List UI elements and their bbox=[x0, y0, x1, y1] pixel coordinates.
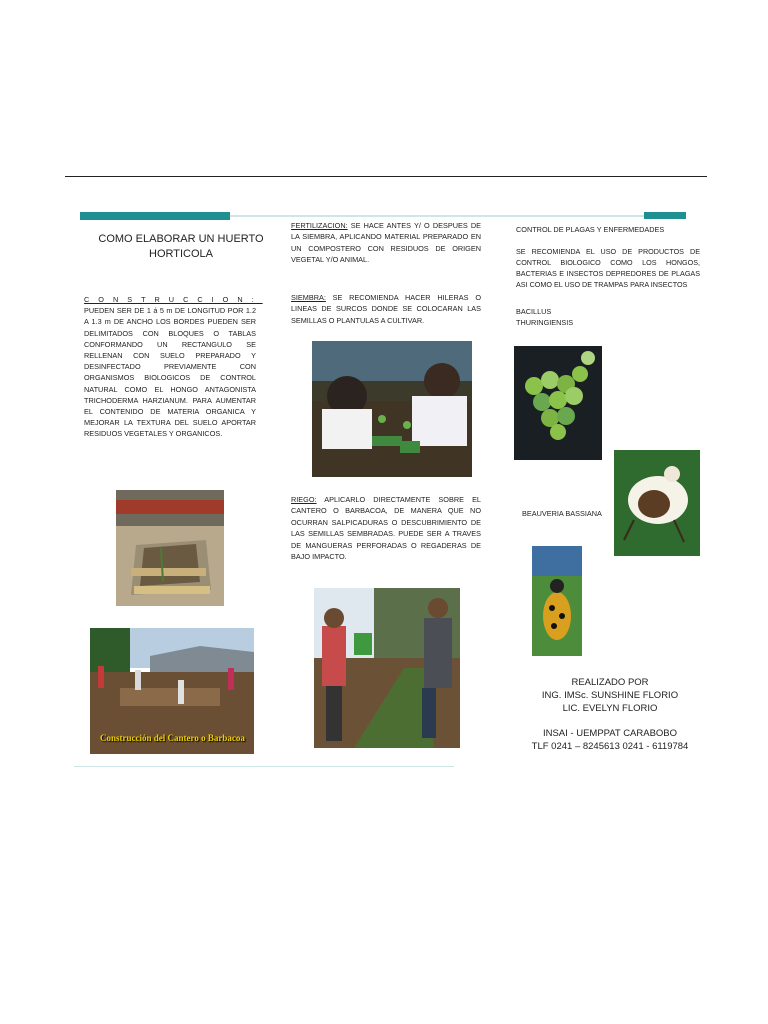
credits-phone: TLF 0241 – 8245613 0241 - 6119784 bbox=[531, 741, 689, 752]
control-plagas-heading: CONTROL DE PLAGAS Y ENFERMEDADES bbox=[516, 225, 665, 234]
top-divider-line bbox=[65, 176, 707, 177]
brochure-title: COMO ELABORAR UN HUERTO HORTICOLA bbox=[98, 233, 264, 260]
raised-bed-photo bbox=[116, 490, 224, 606]
siembra-text: SE RECOMIENDA HACER HILERAS O LINEAS DE SURCOS DONDE SE COLOCARAN LAS SEMILLAS O PLANTULAS A CULTIVAR. bbox=[291, 293, 481, 325]
riego-label: RIEGO: bbox=[291, 495, 317, 504]
fertilizacion-section bbox=[291, 220, 481, 266]
bacillus-label: BACILLUS THURINGIENSIS bbox=[516, 307, 574, 327]
siembra-section bbox=[291, 292, 481, 326]
teal-accent-bar bbox=[644, 212, 686, 219]
beauveria-label: BEAUVERIA BASSIANA bbox=[522, 509, 602, 518]
riego-section bbox=[291, 494, 481, 562]
construction-photo-caption: Construcción del Cantero o Barbacoa bbox=[100, 733, 245, 743]
fertilizacion-text: SE HACE ANTES Y/ O DESPUES DE LA SIEMBRA, APLICANDO MATERIAL PREPARADO EN UN COMPOSTERO CON RESIDUOS DE ORIGEN VEGETAL Y/O ANIMAL. bbox=[291, 221, 481, 265]
children-planting-photo bbox=[312, 341, 472, 477]
construccion-text: PUEDEN SER DE 1 á 5 m DE LONGITUD POR 1.2 A 1.3 m DE ANCHO LOS BORDES PUEDEN SER DELIMITADOS CON BLOQUES O TABLAS CONFORMANDO UN RECTANGULO SE RELLENAN CON SUELO PREPARADO Y DESINFECTADO PREVIAMENTE CON ORGANISMOS BIOLOGICOS DE CONTROL NATURAL COMO EL HONGO ANTAGONISTA TRICHODERMA HARZIANUM. PARA AUMENTAR EL CONTENIDO DE MATERIA ORGANICA Y MEJORAR LA TEXTURA DEL SUELO APORTAR RESIDUOS VEGETALES Y ORGANICOS. bbox=[84, 306, 256, 439]
insect-photo bbox=[532, 546, 582, 656]
beauveria-photo bbox=[614, 450, 700, 556]
bottom-accent-line bbox=[74, 766, 454, 767]
credits-line: REALIZADO POR bbox=[571, 677, 649, 688]
credits-line: ING. IMSc. SUNSHINE FLORIO bbox=[541, 690, 679, 701]
construction-photo bbox=[90, 628, 254, 754]
siembra-label: SIEMBRA: bbox=[291, 293, 326, 302]
credits-block bbox=[520, 676, 700, 753]
credits-line: INSAI - UEMPPAT CARABOBO bbox=[542, 728, 678, 739]
credits-line: LIC. EVELYN FLORIO bbox=[562, 703, 658, 714]
control-plagas-text: SE RECOMIENDA EL USO DE PRODUCTOS DE CONTROL BIOLOGICO COMO LOS HONGOS, BACTERIAS E INSECTOS DEPREDORES DE PLAGAS ASI COMO EL USO DE TRAMPAS PARA INSECTOS bbox=[516, 247, 700, 289]
bacillus-photo bbox=[514, 346, 602, 460]
fertilizacion-label: FERTILIZACION: bbox=[291, 221, 348, 230]
riego-text: APLICARLO DIRECTAMENTE SOBRE EL CANTERO O BARBACOA, DE MANERA QUE NO OCURRAN SALPICADURAS O DESCUBRIMIENTO DE LAS SEMILLAS SEMBRADAS. PUEDE SER A TRAVES DE MANGUERAS PERFORADAS O REGADERAS DE BAJO IMPACTO. bbox=[291, 495, 481, 562]
construccion-section bbox=[84, 294, 263, 440]
construccion-heading: CONSTRUCCION: bbox=[84, 295, 263, 304]
thin-accent-line bbox=[500, 215, 644, 217]
teal-accent-bar bbox=[80, 212, 230, 220]
watering-photo bbox=[314, 588, 460, 748]
thin-accent-line bbox=[230, 215, 510, 217]
